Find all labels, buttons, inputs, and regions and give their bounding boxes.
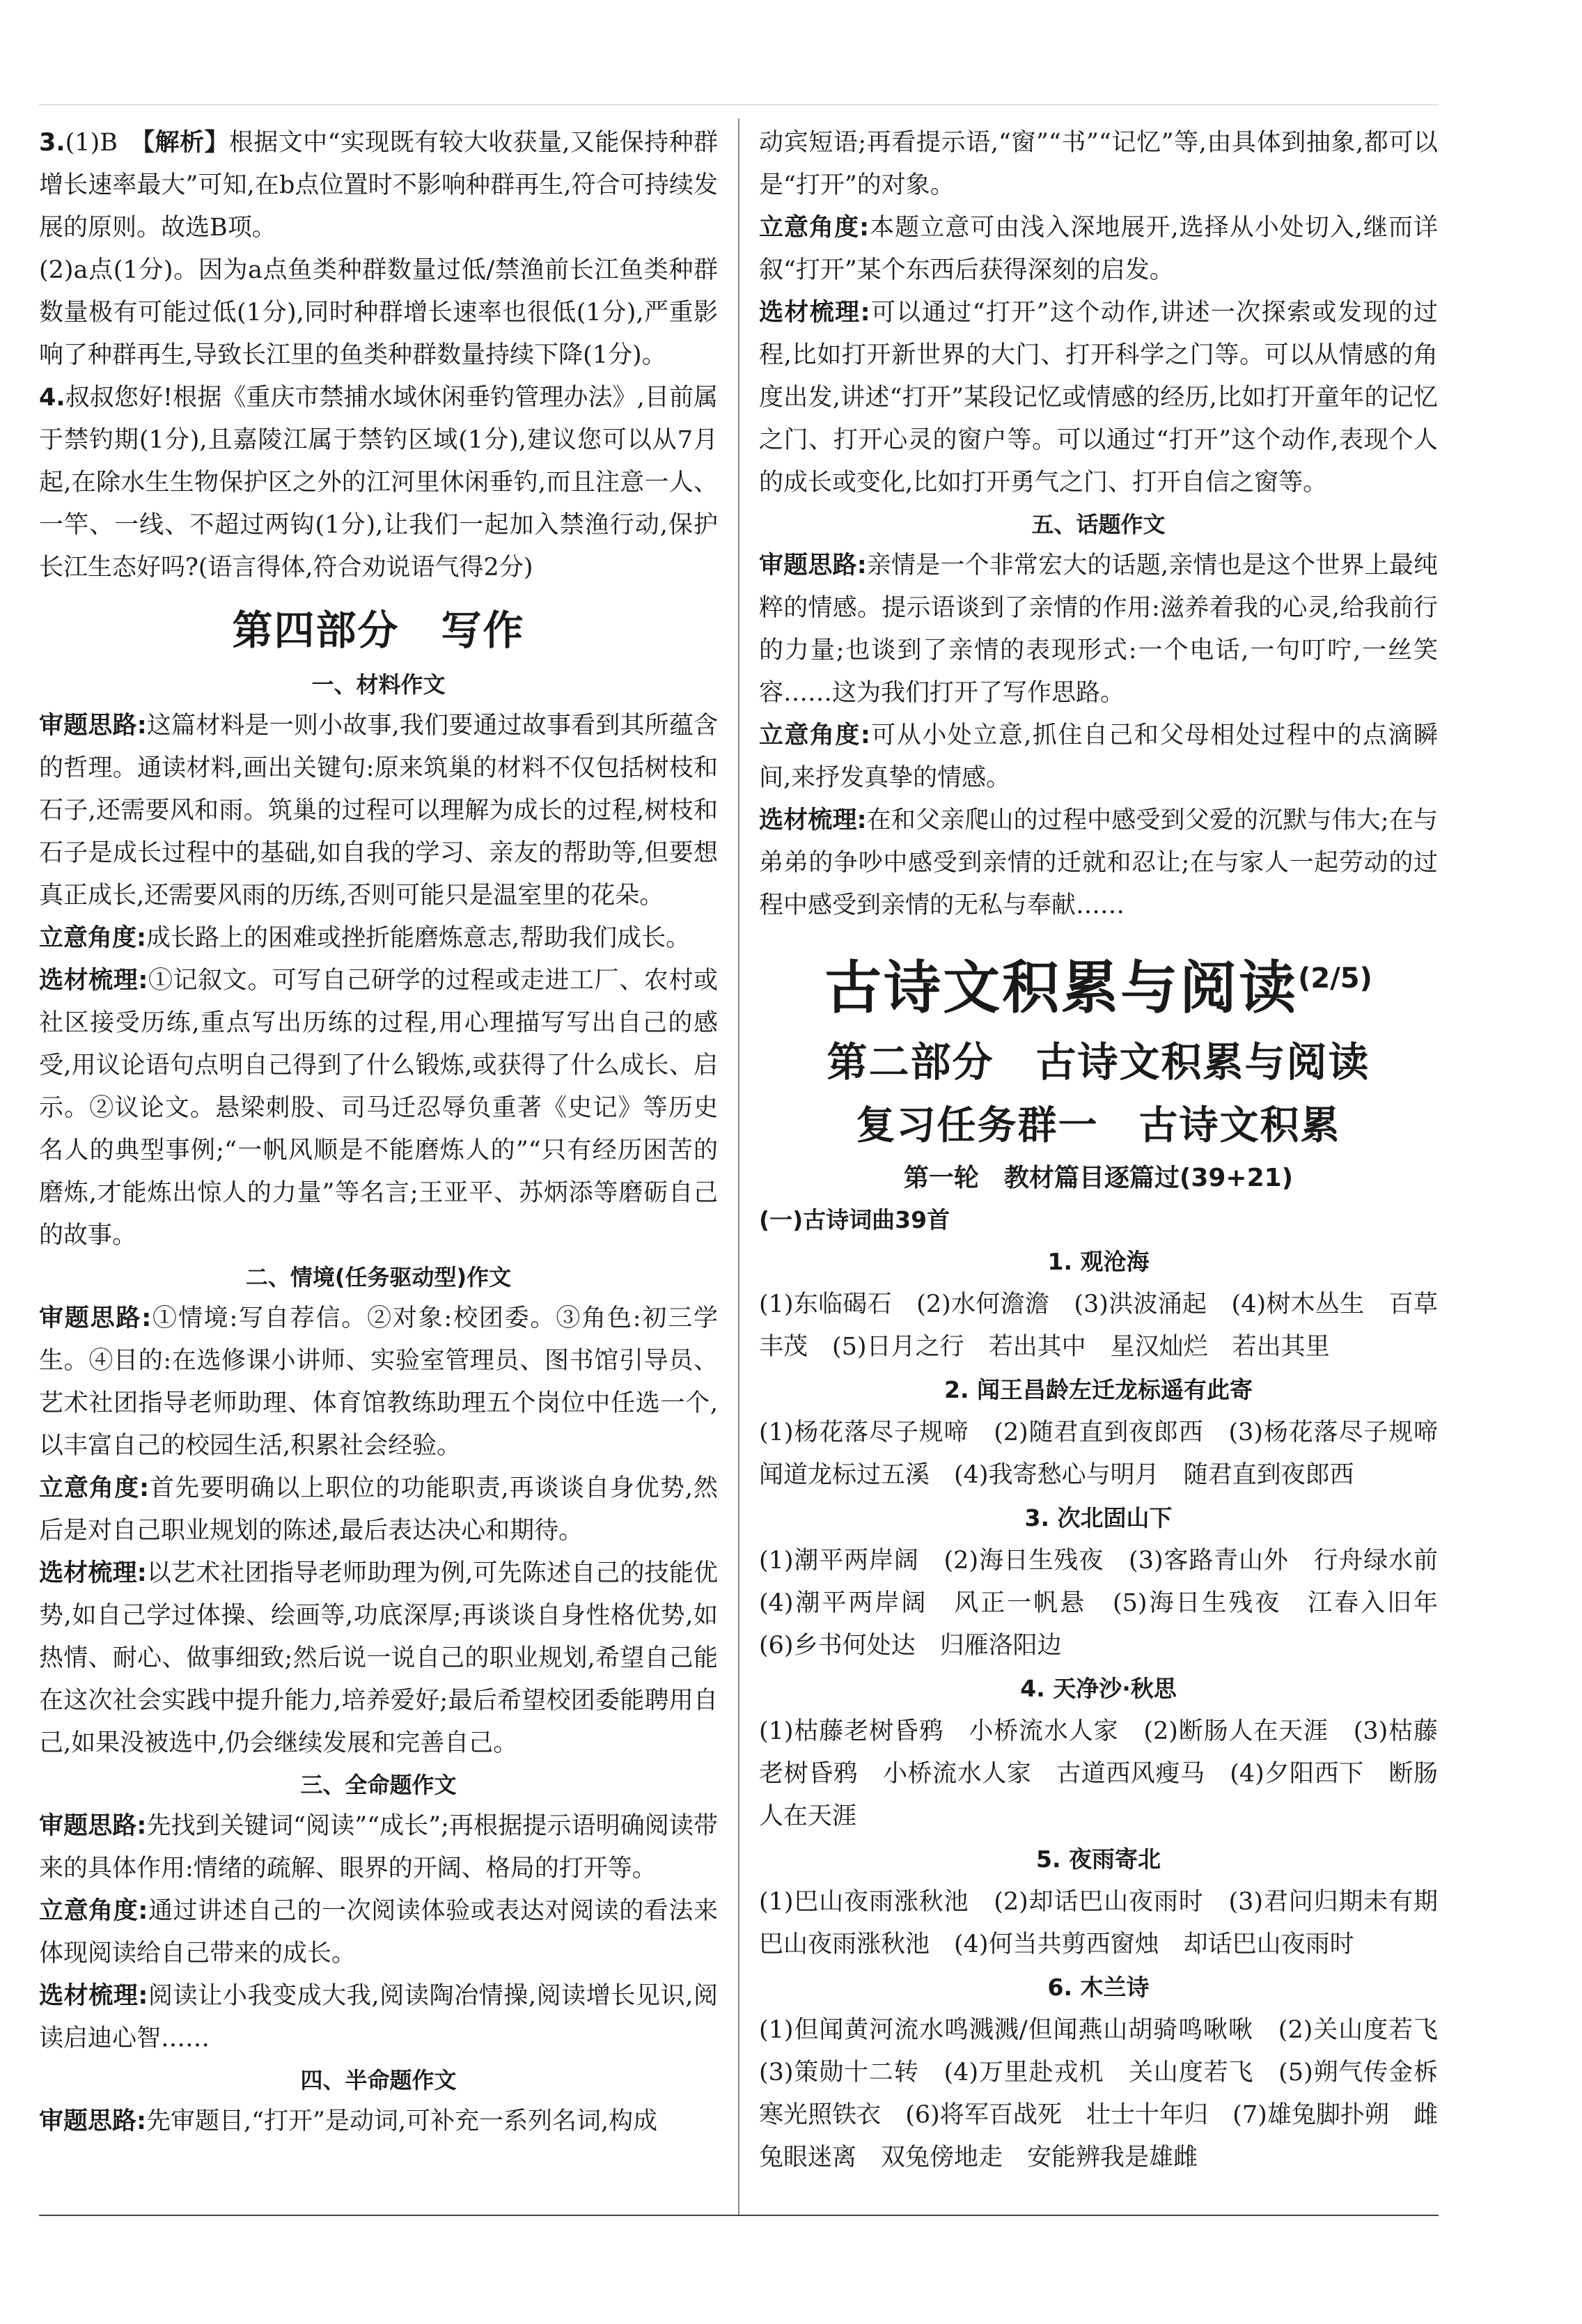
s5-title: 五、话题作文 xyxy=(1031,511,1166,538)
part2-title: 第二部分 古诗文积累与阅读 xyxy=(827,1038,1370,1086)
s1-xuancai-label: 选材梳理: xyxy=(39,967,148,995)
column-divider xyxy=(738,118,739,2215)
big-title-text: 古诗文积累与阅读 xyxy=(824,955,1299,1022)
s3-xuancai-label: 选材梳理: xyxy=(39,1982,148,2010)
poem-title: 4. 天净沙·秋思 xyxy=(1020,1675,1177,1703)
s1-liyi xyxy=(39,917,718,960)
q4-number: 4. xyxy=(39,384,65,412)
s2-xuancai-text: 以艺术社团指导老师助理为例,可先陈述自己的技能优势,如自己学过体操、绘画等,功底深厚;再谈谈自身性格优势,如热情、耐心、做事细致;然后说一说自己的职业规划,希望自己能在这次社会实践中提升能力,培养爱好;最后希望校团委能聘用自己,如果没被选中,仍会继续发展和完善自己。 xyxy=(39,1559,718,1757)
s3-xuancai-text: 阅读让小我变成大我,阅读陶冶情操,阅读增长见识,阅读启迪心智…… xyxy=(39,1982,718,2052)
s2-title: 二、情境(任务驱动型)作文 xyxy=(245,1264,512,1290)
s5-xuancai xyxy=(759,800,1438,927)
s4-liyi-label: 立意角度: xyxy=(759,214,870,242)
s1-liyi-text: 成长路上的困难或挫折能磨炼意志,帮助我们成长。 xyxy=(146,924,691,952)
s1-xuancai-text: ①记叙文。可写自己研学的过程或走进工厂、农村或社区接受历练,重点写出历练的过程,用心理描写写出自己的感受,用议论语句点明自己得到了什么锻炼,或获得了什么成长、启示。②议论文。悬梁刺股、司马迁忍辱负重著《史记》等历史名人的典型事例;“一帆风顺是不能磨炼人的”“只有经历困苦的磨炼,才能炼出惊人的力量”等名言;王亚平、苏炳添等磨砺自己的故事。 xyxy=(39,967,718,1249)
poem-title: 5. 夜雨寄北 xyxy=(1036,1846,1161,1873)
q4-text: 叔叔您好!根据《重庆市禁捕水域休闲垂钓管理办法》,目前属于禁钓期(1分),且嘉陵江属于禁钓区域(1分),建议您可以从7月起,在除水生生物保护区之外的江河里休闲垂钓,而且注意一人、一竿、一线、不超过两钩(1分),让我们一起加入禁渔行动,保护长江生态好吗?(语言得体,符合劝说语气得2分) xyxy=(39,384,718,582)
s4-xuancai-label: 选材梳理: xyxy=(759,299,870,327)
s3-shenti xyxy=(39,1805,718,1890)
s4-title: 四、半命题作文 xyxy=(300,2067,457,2093)
s3-xuancai xyxy=(39,1975,718,2060)
s2-liyi xyxy=(39,1467,718,1552)
big-title xyxy=(759,937,1438,1030)
q3-analysis-text: 根据文中“实现既有较大收获量,又能保持种群增长速率最大”可知,在b点位置时不影响种群再生,符合可持续发展的原则。故选B项。 xyxy=(39,129,718,242)
s1-title: 一、材料作文 xyxy=(311,671,446,698)
s4-liyi xyxy=(759,207,1438,292)
poem-answers: (1)潮平两岸阔 (2)海日生残夜 (3)客路青山外 行舟绿水前 (4)潮平两岸阔 风正一帆悬 (5)海日生残夜 江春入旧年 (6)乡书何处达 归雁洛阳边 xyxy=(759,1547,1463,1660)
q3-part2: (2)a点(1分)。因为a点鱼类种群数量过低/禁渔前长江鱼类种群数量极有可能过低(1分),同时种群增长速率也很低(1分),严重影响了种群再生,导致长江里的鱼类种群数量持续下降(1分)。 xyxy=(39,256,718,369)
s5-liyi-text: 可从小处立意,抓住自己和父母相处过程中的点滴瞬间,来抒发真挚的情感。 xyxy=(759,722,1438,792)
poem-title: 1. 观沧海 xyxy=(1047,1248,1150,1276)
poem-title: 2. 闻王昌龄左迁龙标遥有此寄 xyxy=(944,1376,1253,1404)
s3-title: 三、全命题作文 xyxy=(300,1772,457,1798)
s5-liyi-label: 立意角度: xyxy=(759,722,870,749)
task-title: 复习任务群一 古诗文积累 xyxy=(856,1102,1341,1149)
s4-xuancai xyxy=(759,292,1438,504)
q3-number: 3. xyxy=(39,129,65,157)
s5-shenti-label: 审题思路: xyxy=(759,552,867,579)
poem-answers: (1)枯藤老树昏鸦 小桥流水人家 (2)断肠人在天涯 (3)枯藤老树昏鸦 小桥流水人家 古道西风瘦马 (4)夕阳西下 断肠人在天涯 xyxy=(759,1717,1438,1831)
s2-shenti-text: ①情境:写自荐信。②对象:校团委。③角色:初三学生。④目的:在选修课小讲师、实验室管理员、图书馆引导员、艺术社团指导老师助理、体育馆教练助理五个岗位中任选一个,以丰富自己的校园生活,积累社会经验。 xyxy=(39,1304,718,1460)
big-title-fraction: (2/5) xyxy=(1298,962,1372,995)
part4-title: 第四部分 写作 xyxy=(232,607,525,654)
s3-liyi xyxy=(39,1890,718,1975)
poem-answers: (1)杨花落尽子规啼 (2)随君直到夜郎西 (3)杨花落尽子规啼 闻道龙标过五溪 (4)我寄愁心与明月 随君直到夜郎西 xyxy=(759,1419,1463,1490)
s1-shenti xyxy=(39,705,718,917)
s4-shenti-label: 审题思路: xyxy=(39,2107,146,2135)
s1-xuancai xyxy=(39,960,718,1257)
s4-shenti xyxy=(39,2100,718,2143)
s3-liyi-text: 通过讲述自己的一次阅读体验或表达对阅读的看法来体现阅读给自己带来的成长。 xyxy=(39,1897,718,1967)
poem-answers: (1)但闻黄河流水鸣溅溅/但闻燕山胡骑鸣啾啾 (2)关山度若飞 (3)策勋十二转 (4)万里赴戎机 关山度若飞 (5)朔气传金柝 寒光照铁衣 (6)将军百战死 壮士十年归 (7)雄兔脚扑朔 雌兔眼迷离 双兔傍地走 安能辨我是雄雌 xyxy=(759,2016,1463,2172)
s5-liyi xyxy=(759,715,1438,800)
right-column xyxy=(759,122,1463,2179)
q3-analysis-label: 【解析】 xyxy=(142,129,229,157)
s2-xuancai xyxy=(39,1552,718,1765)
round-title: 第一轮 教材篇目逐篇过(39+21) xyxy=(903,1164,1294,1193)
s1-liyi-label: 立意角度: xyxy=(39,924,146,952)
s4-continued: 动宾短语;再看提示语,“窗”“书”“记忆”等,由具体到抽象,都可以是“打开”的对象。 xyxy=(759,129,1438,199)
poem-title: 6. 木兰诗 xyxy=(1047,1974,1150,2002)
s5-shenti xyxy=(759,545,1438,715)
s1-shenti-label: 审题思路: xyxy=(39,712,147,740)
s2-shenti-label: 审题思路: xyxy=(39,1304,152,1332)
top-rule xyxy=(39,104,1439,105)
poem-title: 3. 次北固山下 xyxy=(1024,1504,1173,1532)
s3-shenti-text: 先找到关键词“阅读”“成长”;再根据提示语明确阅读带来的具体作用:情绪的疏解、眼界的开阔、格局的打开等。 xyxy=(39,1812,718,1882)
s4-shenti-text: 先审题目,“打开”是动词,可补充一系列名词,构成 xyxy=(146,2107,658,2135)
category-title: (一)古诗词曲39首 xyxy=(759,1206,950,1234)
s3-liyi-label: 立意角度: xyxy=(39,1897,148,1925)
poem-answers: (1)巴山夜雨涨秋池 (2)却话巴山夜雨时 (3)君问归期未有期 巴山夜雨涨秋池 (4)何当共剪西窗烛 却话巴山夜雨时 xyxy=(759,1888,1463,1959)
s2-xuancai-label: 选材梳理: xyxy=(39,1559,147,1587)
s4-liyi-text: 本题立意可由浅入深地展开,选择从小处切入,继而详叙“打开”某个东西后获得深刻的启发。 xyxy=(759,214,1438,284)
bottom-rule xyxy=(39,2215,1439,2216)
s2-shenti xyxy=(39,1297,718,1467)
s4-xuancai-text: 可以通过“打开”这个动作,讲述一次探索或发现的过程,比如打开新世界的大门、打开科学之门等。可以从情感的角度出发,讲述“打开”某段记忆或情感的经历,比如打开童年的记忆之门、打开心灵的窗户等。可以通过“打开”这个动作,表现个人的成长或变化,比如打开勇气之门、打开自信之窗等。 xyxy=(759,299,1439,497)
s5-shenti-text: 亲情是一个非常宏大的话题,亲情也是这个世界上最纯粹的情感。提示语谈到了亲情的作用:滋养着我的心灵,给我前行的力量;也谈到了亲情的表现形式:一个电话,一句叮咛,一丝笑容……这为我们打开了写作思路。 xyxy=(759,552,1438,707)
q4 xyxy=(39,377,718,589)
s2-liyi-text: 首先要明确以上职位的功能职责,再谈谈自身优势,然后是对自己职业规划的陈述,最后表达决心和期待。 xyxy=(39,1474,718,1545)
poem-answers: (1)东临碣石 (2)水何澹澹 (3)洪波涌起 (4)树木丛生 百草丰茂 (5)日月之行 若出其中 星汉灿烂 若出其里 xyxy=(759,1290,1439,1362)
s2-liyi-label: 立意角度: xyxy=(39,1474,150,1502)
left-column xyxy=(39,122,718,2143)
s1-shenti-text: 这篇材料是一则小故事,我们要通过故事看到其所蕴含的哲理。通读材料,画出关键句:原来筑巢的材料不仅包括树枝和石子,还需要风和雨。筑巢的过程可以理解为成长的过程,树枝和石子是成长过程中的基础,如自我的学习、亲友的帮助等,但要想真正成长,还需要风雨的历练,否则可能只是温室里的花朵。 xyxy=(39,712,718,910)
s3-shenti-label: 审题思路: xyxy=(39,1812,147,1840)
s5-xuancai-text: 在和父亲爬山的过程中感受到父爱的沉默与伟大;在与弟弟的争吵中感受到亲情的迁就和忍让;在与家人一起劳动的过程中感受到亲情的无私与奉献…… xyxy=(759,806,1439,919)
q3-part1 xyxy=(39,122,718,249)
q3-answer: (1)B xyxy=(65,129,118,157)
s5-xuancai-label: 选材梳理: xyxy=(759,806,867,834)
